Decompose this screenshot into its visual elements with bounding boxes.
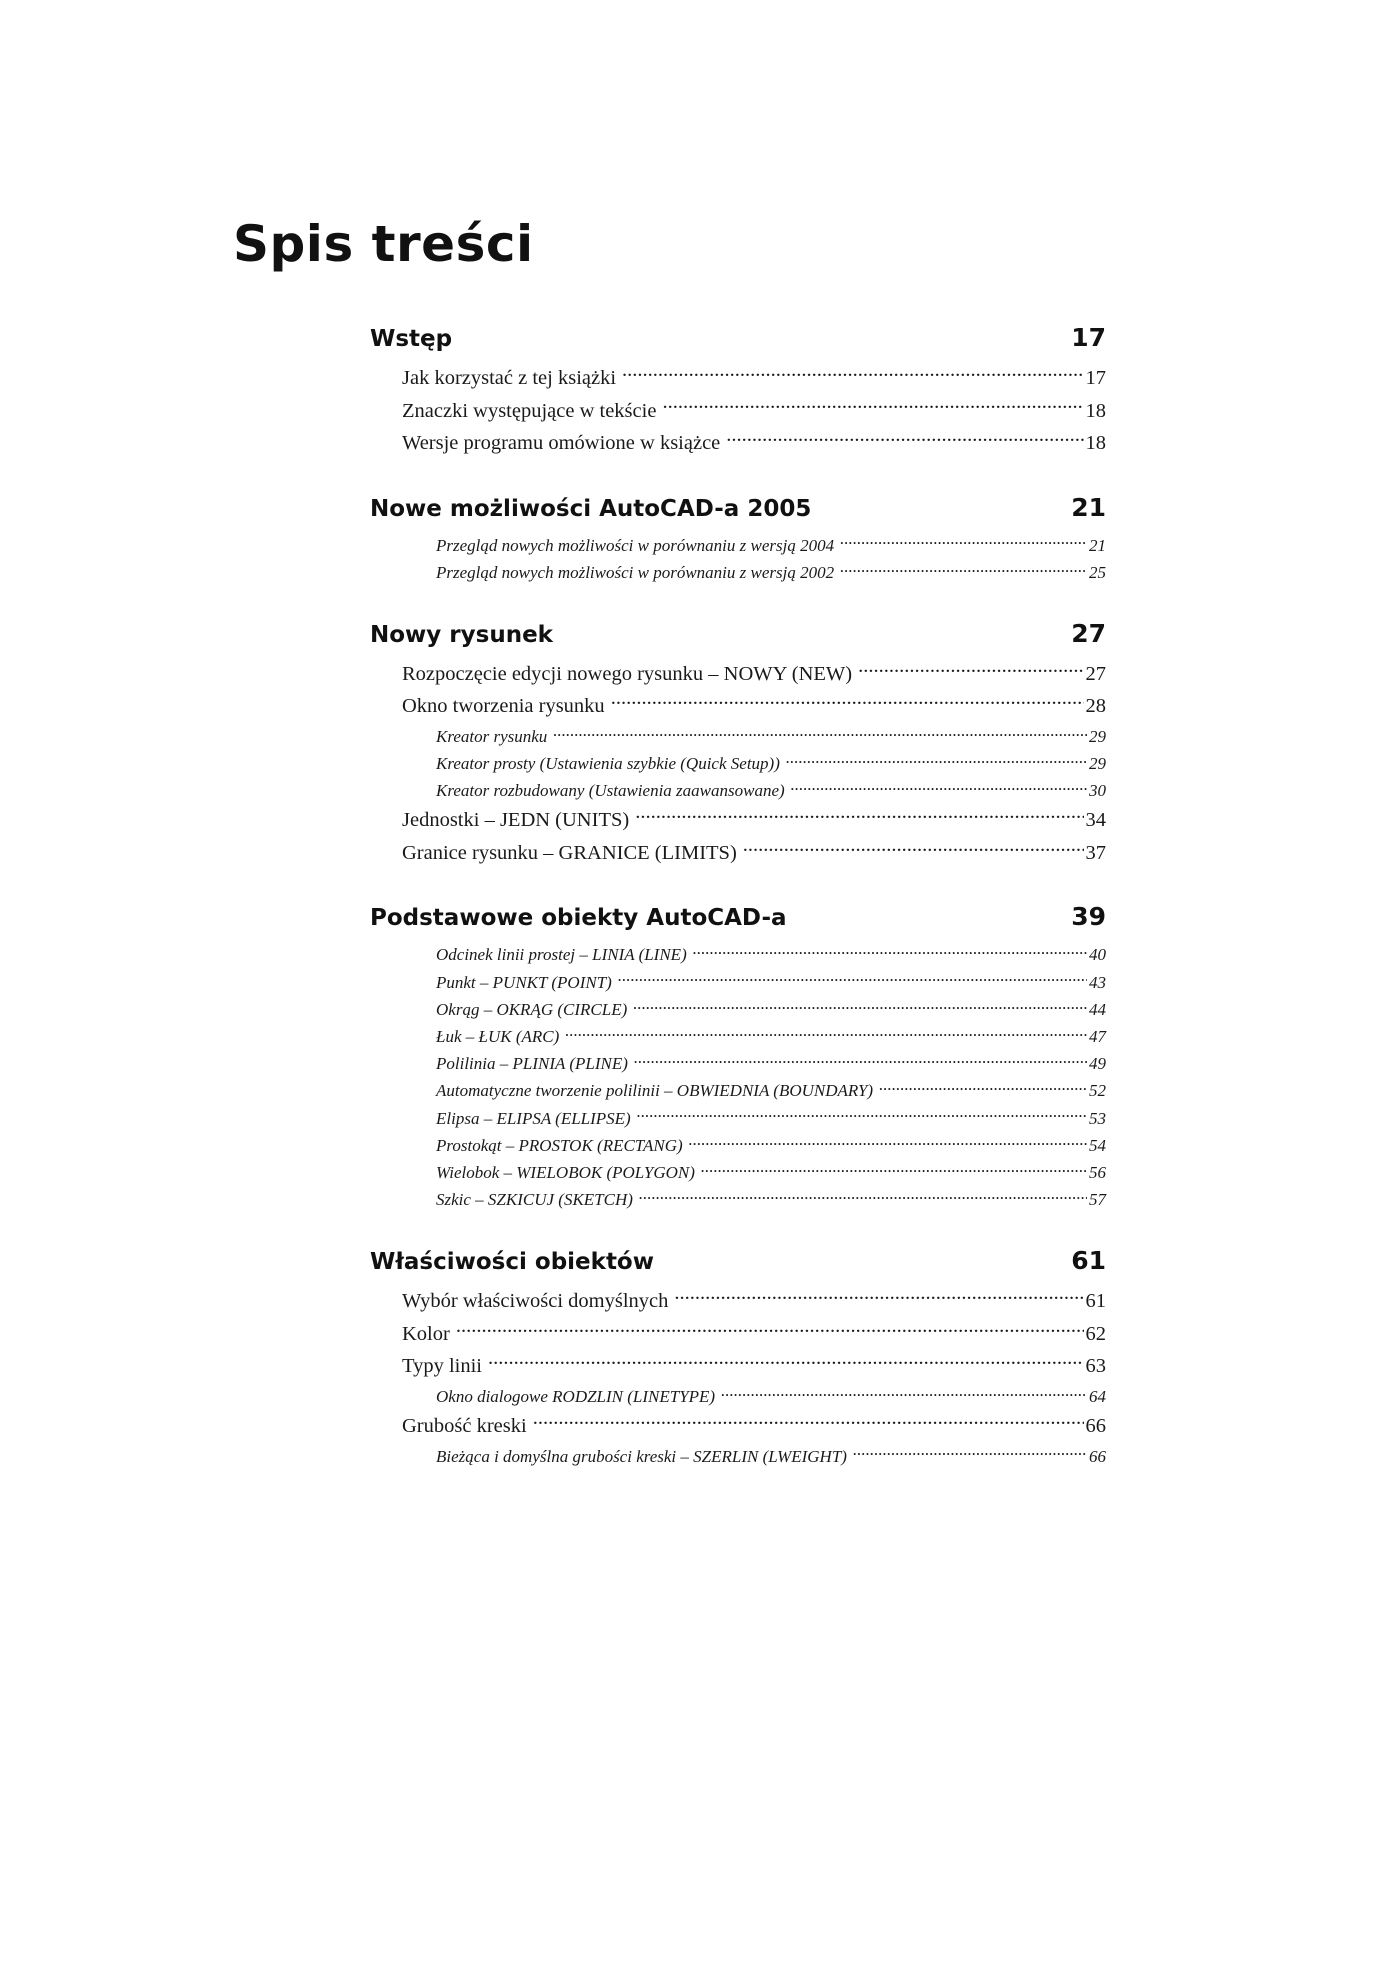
dot-leader [565, 1025, 1087, 1042]
entry-label: Typy linii [402, 1355, 482, 1378]
toc-subentry[interactable] [370, 1077, 1106, 1104]
section-title: Właściwości obiektów [370, 1249, 654, 1276]
entry-page-number: 63 [1085, 1355, 1106, 1378]
entry-label: Łuk – ŁUK (ARC) [436, 1027, 560, 1046]
entry-label: Rozpoczęcie edycji nowego rysunku – NOWY (NEW) [402, 662, 853, 685]
dot-leader [633, 998, 1087, 1015]
entry-label: Odcinek linii prostej – LINIA (LINE) [436, 945, 687, 965]
toc-subentry[interactable] [370, 1105, 1106, 1132]
toc-subentry[interactable] [370, 1132, 1106, 1159]
entry-page-number: 57 [1089, 1190, 1106, 1210]
dot-leader [674, 1287, 1083, 1308]
entry-label: Granice rysunku – GRANICE (LIMITS) [402, 841, 737, 864]
section-page-number: 21 [1071, 492, 1106, 522]
entry-label: Wybór właściwości domyślnych [402, 1290, 669, 1313]
section-page-number: 61 [1071, 1246, 1106, 1276]
dot-leader [618, 971, 1087, 988]
dot-leader [622, 364, 1083, 385]
dot-leader [858, 659, 1083, 680]
toc-subentry[interactable] [370, 1186, 1106, 1213]
entry-page-number: 27 [1085, 662, 1106, 685]
entry-page-number: 66 [1085, 1415, 1106, 1437]
dot-leader [456, 1319, 1084, 1340]
section-title: Wstęp [370, 326, 453, 352]
entry-label: Przegląd nowych możliwości w porównaniu z wersją 2004 [436, 535, 835, 555]
entry-label: Kreator rysunku [436, 726, 548, 746]
dot-leader [553, 725, 1087, 742]
toc-subentry[interactable] [370, 969, 1106, 996]
dot-leader [879, 1079, 1087, 1096]
entry-page-number: 56 [1089, 1162, 1106, 1182]
toc-subentry[interactable] [370, 1159, 1106, 1186]
entry-label: Okno tworzenia rysunku [402, 695, 605, 718]
entry-label: Jak korzystać z tej książki [402, 367, 617, 389]
entry-label: Elipsa – ELIPSA (ELLIPSE) [436, 1108, 631, 1128]
dot-leader [689, 1134, 1087, 1151]
entry-label: Okno dialogowe RODZLIN (LINETYPE) [436, 1386, 716, 1406]
entry-label: Polilinia – PLINIA (PLINE) [436, 1054, 628, 1074]
entry-page-number: 25 [1089, 562, 1106, 582]
toc-section [370, 318, 1106, 460]
toc-subentry[interactable] [370, 941, 1106, 968]
dot-leader [853, 1445, 1087, 1462]
section-heading[interactable] [370, 897, 1106, 937]
dot-leader [726, 429, 1083, 450]
toc-subentry[interactable] [370, 1383, 1106, 1410]
dot-leader [533, 1412, 1084, 1433]
entry-page-number: 29 [1089, 754, 1106, 774]
toc-subentry[interactable] [370, 1443, 1106, 1470]
dot-leader [786, 752, 1087, 769]
section-heading[interactable] [370, 488, 1106, 528]
section-heading[interactable] [370, 318, 1106, 358]
entry-label: Wielobok – WIELOBOK (POLYGON) [436, 1162, 695, 1182]
section-heading[interactable] [370, 1241, 1106, 1281]
entry-page-number: 44 [1089, 999, 1106, 1019]
dot-leader [611, 692, 1084, 713]
entry-page-number: 47 [1089, 1027, 1106, 1046]
toc-entry[interactable] [370, 395, 1106, 428]
toc-entry[interactable] [370, 1410, 1106, 1443]
toc-subentry[interactable] [370, 532, 1106, 559]
section-page-number: 27 [1071, 618, 1106, 648]
toc-subentry[interactable] [370, 750, 1106, 777]
entry-label: Przegląd nowych możliwości w porównaniu z wersją 2002 [436, 562, 835, 582]
toc-entry[interactable] [370, 690, 1106, 723]
entry-page-number: 34 [1085, 809, 1106, 832]
entry-page-number: 64 [1089, 1386, 1106, 1406]
section-page-number: 39 [1071, 902, 1106, 932]
entry-label: Kreator rozbudowany (Ustawienia zaawansowane) [436, 781, 785, 801]
entry-label: Grubość kreski [402, 1415, 527, 1437]
toc-section [370, 1241, 1106, 1469]
dot-leader [701, 1161, 1087, 1178]
entry-label: Okrąg – OKRĄG (CIRCLE) [436, 999, 628, 1019]
section-title: Nowy rysunek [370, 621, 553, 648]
entry-page-number: 18 [1085, 399, 1106, 422]
entry-page-number: 21 [1089, 535, 1106, 555]
entry-page-number: 28 [1085, 695, 1106, 718]
section-title: Nowe możliwości AutoCAD-a 2005 [370, 495, 812, 522]
entry-page-number: 52 [1089, 1081, 1106, 1101]
toc-entry[interactable] [370, 362, 1106, 395]
entry-page-number: 62 [1085, 1322, 1106, 1345]
toc-entry[interactable] [370, 658, 1106, 691]
dot-leader [840, 561, 1087, 578]
dot-leader [693, 943, 1087, 960]
toc-subentry[interactable] [370, 777, 1106, 804]
dot-leader [639, 1188, 1087, 1205]
toc-subentry[interactable] [370, 1050, 1106, 1077]
entry-page-number: 37 [1085, 841, 1106, 864]
section-page-number: 17 [1071, 323, 1106, 352]
dot-leader [743, 838, 1084, 859]
entry-page-number: 66 [1089, 1446, 1106, 1466]
section-title: Podstawowe obiekty AutoCAD-a [370, 905, 787, 932]
toc-section [370, 488, 1106, 586]
dot-leader [791, 779, 1087, 796]
entry-label: Prostokąt – PROSTOK (RECTANG) [436, 1135, 683, 1155]
entry-label: Automatyczne tworzenie polilinii – OBWIEDNIA (BOUNDARY) [436, 1081, 874, 1101]
entry-page-number: 43 [1089, 972, 1106, 992]
toc-subentry[interactable] [370, 723, 1106, 750]
entry-page-number: 49 [1089, 1054, 1106, 1074]
toc-entry[interactable] [370, 1350, 1106, 1383]
entry-page-number: 53 [1089, 1108, 1106, 1128]
entry-label: Bieżąca i domyślna grubości kreski – SZERLIN (LWEIGHT) [436, 1446, 847, 1466]
entry-label: Kolor [402, 1322, 450, 1345]
page-title: Spis treści [233, 215, 534, 273]
dot-leader [488, 1352, 1084, 1373]
toc-entry[interactable] [370, 427, 1106, 460]
toc-entry[interactable] [370, 1285, 1106, 1318]
dot-leader [635, 806, 1083, 827]
dot-leader [840, 534, 1087, 551]
entry-page-number: 54 [1089, 1135, 1106, 1155]
section-heading[interactable] [370, 614, 1106, 654]
dot-leader [662, 396, 1083, 417]
entry-page-number: 17 [1085, 367, 1106, 389]
dot-leader [634, 1052, 1087, 1069]
entry-label: Znaczki występujące w tekście [402, 399, 657, 422]
toc-subentry[interactable] [370, 559, 1106, 586]
entry-label: Szkic – SZKICUJ (SKETCH) [436, 1190, 633, 1210]
toc-entry[interactable] [370, 804, 1106, 837]
entry-label: Kreator prosty (Ustawienia szybkie (Quick Setup)) [436, 754, 780, 774]
entry-label: Jednostki – JEDN (UNITS) [402, 809, 630, 832]
toc-entry[interactable] [370, 837, 1106, 870]
dot-leader [721, 1385, 1087, 1402]
toc-subentry[interactable] [370, 996, 1106, 1023]
entry-page-number: 30 [1089, 781, 1106, 801]
entry-page-number: 61 [1085, 1290, 1106, 1313]
toc-entry[interactable] [370, 1318, 1106, 1351]
entry-label: Wersje programu omówione w książce [402, 432, 721, 454]
toc-section [370, 897, 1106, 1213]
toc-subentry[interactable] [370, 1023, 1106, 1050]
toc-section [370, 614, 1106, 870]
table-of-contents [370, 318, 1106, 1470]
entry-page-number: 18 [1085, 432, 1106, 454]
entry-label: Punkt – PUNKT (POINT) [436, 972, 612, 992]
entry-page-number: 40 [1089, 945, 1106, 965]
dot-leader [637, 1107, 1087, 1124]
entry-page-number: 29 [1089, 726, 1106, 746]
